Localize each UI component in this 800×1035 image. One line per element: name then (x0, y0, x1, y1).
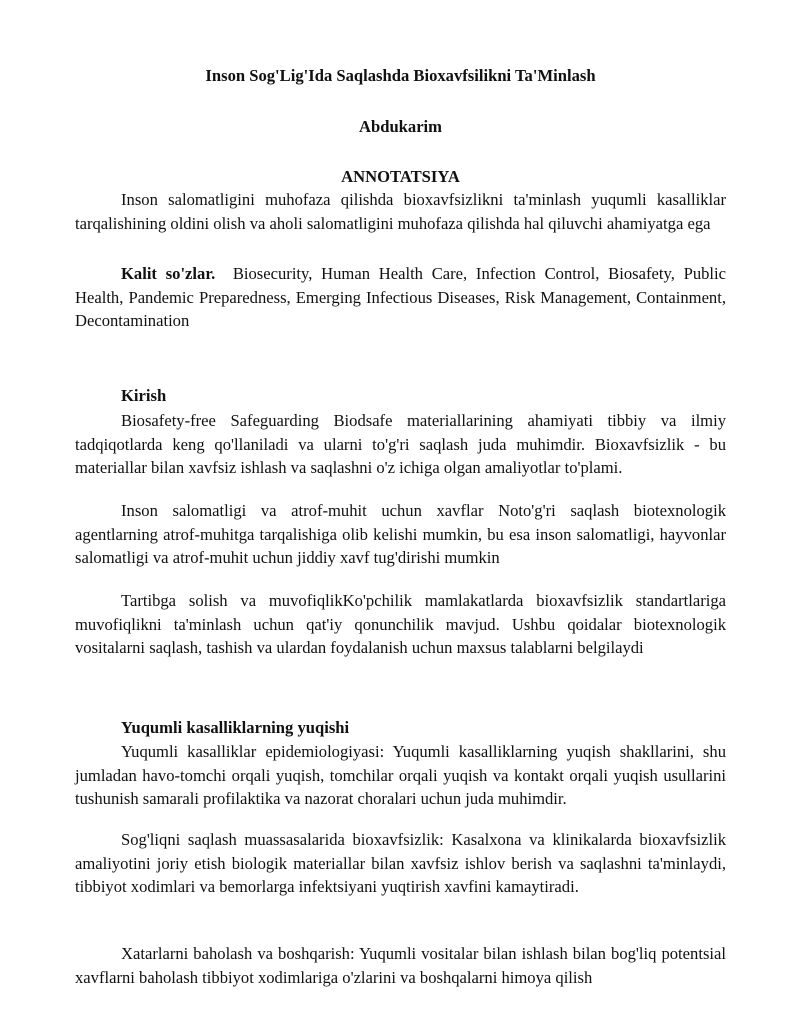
author-name: Abdukarim (359, 117, 442, 136)
keywords-paragraph (75, 262, 726, 333)
section-heading-kirish: Kirish (121, 386, 167, 405)
keywords-text: Biosecurity, Human Health Care, Infection Control, Biosafety, Public Health, Pandemic Preparedness, Emerging Infectious Diseases, Risk Management, Containment, Decontamination (75, 264, 726, 330)
section-heading-yuqumli: Yuqumli kasalliklarning yuqishi (121, 718, 350, 737)
section-paragraph: Biosafety-free Safeguarding Biodsafe materiallarining ahamiyati tibbiy va ilmiy tadqiqotlarda keng qo'llaniladi va ularni to'g'ri saqlash juda muhimdir. Bioxavfsizlik - bu materiallar bilan xavfsiz ishlash va saqlashni o'z ichiga olgan amaliyotlar to'plami. (75, 411, 726, 477)
annotation-paragraph: Inson salomatligini muhofaza qilishda bioxavfsizlikni ta'minlash yuqumli kasalliklar tarqalishining oldini olish va aholi salomatligini muhofaza qilishda hal qiluvchi ahamiyatga ega (75, 190, 726, 233)
annotation-heading: ANNOTATSIYA (341, 167, 460, 186)
section-paragraph: Xatarlarni baholash va boshqarish: Yuqumli vositalar bilan ishlash bilan bog'liq potentsial xavflarni baholash tibbiyot xodimlariga o'zlarini va boshqalarni himoya qilish (75, 944, 726, 987)
section-paragraph: Sog'liqni saqlash muassasalarida bioxavfsizlik: Kasalxona va klinikalarda bioxavfsizlik amaliyotini joriy etish biologik materiallar bilan xavfsiz ishlov berish va saqlashni ta'minlaydi, tibbiyot xodimlari va bemorlarga infektsiyani yuqtirish xavfini kamaytiradi. (75, 830, 726, 896)
keywords-label: Kalit so'zlar. (121, 264, 216, 283)
document-title: Inson Sog'Lig'Ida Saqlashda Bioxavfsilikni Ta'Minlash (205, 66, 596, 85)
section-paragraph: Tartibga solish va muvofiqlikKo'pchilik mamlakatlarda bioxavfsizlik standartlariga muvofiqlikni ta'minlash uchun qat'iy qonunchilik mavjud. Ushbu qoidalar biotexnologik vositalarni saqlash, tashish va ulardan foydalanish uchun maxsus talablarni belgilaydi (75, 591, 726, 657)
section-paragraph: Inson salomatligi va atrof-muhit uchun xavflar Noto'g'ri saqlash biotexnologik agentlarning atrof-muhitga tarqalishiga olib kelishi mumkin, bu esa inson salomatligi, hayvonlar salomatligi va atrof-muhit uchun jiddiy xavf tug'dirishi mumkin (75, 501, 726, 567)
section-paragraph: Yuqumli kasalliklar epidemiologiyasi: Yuqumli kasalliklarning yuqish shakllarini, shu jumladan havo-tomchi orqali yuqish, tomchilar orqali yuqish va kontakt orqali yuqish usullarini tushunish samarali profilaktika va nazorat choralari uchun juda muhimdir. (75, 742, 726, 808)
